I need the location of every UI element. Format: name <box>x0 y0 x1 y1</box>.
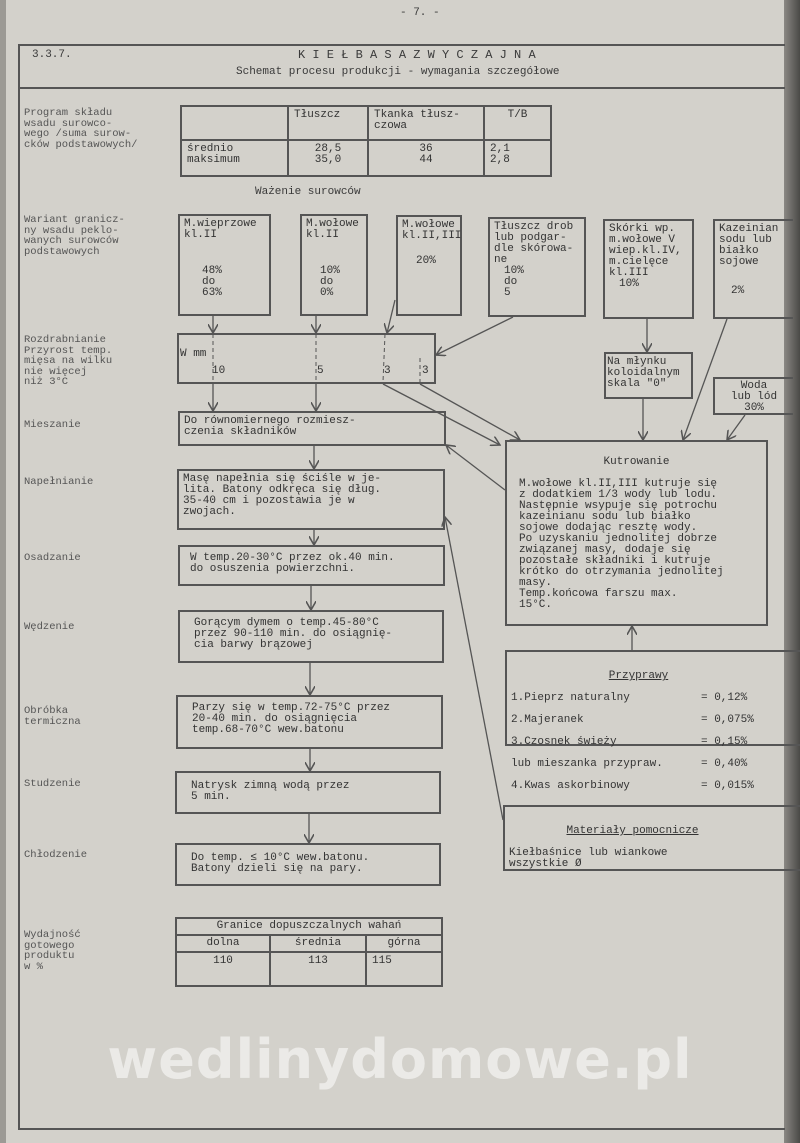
fat-value: 28,5 35,0 <box>288 140 368 176</box>
page-number: - 7. - <box>400 7 440 19</box>
arrow <box>436 317 513 355</box>
variant-label: Wariant granicz- ny wsadu peklo- wanych surowców podstawowych <box>24 214 125 258</box>
yield-column: dolna <box>176 935 270 952</box>
weighing-label: Ważenie surowców <box>255 186 361 198</box>
material-amount: 20% <box>416 255 436 267</box>
grinding-unit: W mm <box>180 348 207 360</box>
colloid-mill-box: Na młynku koloidalnym skala "0" <box>604 352 693 399</box>
step-label: Studzenie <box>24 778 81 790</box>
mixing-box: Do równomiernego rozmiesz- czenia składników <box>178 411 446 446</box>
spice-name: 4.Kwas askorbinowy <box>511 780 630 792</box>
header-cell: T/B <box>484 106 551 140</box>
step-label: Osadzanie <box>24 552 81 564</box>
step-label: Mieszanie <box>24 419 81 431</box>
spice-value: = 0,15% <box>701 736 748 748</box>
spice-name: 2.Majeranek <box>511 714 584 726</box>
header-cell: Tkanka tłusz- czowa <box>368 106 484 140</box>
spices-title: Przyprawy <box>608 670 669 682</box>
material-amount: 48% do 63% <box>202 265 222 299</box>
material-name: M.wieprzowe kl.II <box>184 218 257 241</box>
grinding-size: 3 <box>422 365 429 377</box>
grinding-label: Rozdrabnianie Przyrost temp. mięsa na wilku nie więcej niż 3°C <box>24 334 113 388</box>
material-name: M.wołowe kl.II,III <box>402 219 462 242</box>
spice-value: = 0,12% <box>701 692 748 704</box>
yield-header: Granice dopuszczalnych wahań <box>176 918 442 935</box>
water-box: Woda lub lód 30% <box>713 377 793 415</box>
step-label: Wędzenie <box>24 621 75 633</box>
step-label: Obróbka termiczna <box>24 705 81 728</box>
material-name: Tłuszcz drob lub podgar- dle skórowa- ne <box>494 221 574 266</box>
material-amount: 10% <box>619 278 639 290</box>
arrow <box>383 384 500 445</box>
row-name: średnio maksimum <box>181 140 288 176</box>
section-number: 3.3.7. <box>32 49 72 61</box>
material-name: M.wołowe kl.II <box>306 218 359 241</box>
arrow <box>420 384 520 440</box>
tissue-value: 36 44 <box>368 140 484 176</box>
spice-name: lub mieszanka przypraw. <box>511 758 663 770</box>
arrow <box>445 517 503 820</box>
yield-label: Wydajność gotowego produktu w % <box>24 929 81 973</box>
arrow <box>683 319 727 440</box>
cutting-title: Kutrowanie <box>603 456 670 468</box>
watermark: wedlinydomowe.pl <box>107 1028 693 1091</box>
spice-value: = 0,40% <box>701 758 748 770</box>
material-amount: 2% <box>731 285 745 297</box>
header-cell: Tłuszcz <box>288 106 368 140</box>
yield-column: górna <box>366 935 442 952</box>
page-subtitle: Schemat procesu produkcji - wymagania szczegółowe <box>236 66 560 78</box>
settling-box: W temp.20-30°C przez ok.40 min. do osuszenia powierzchni. <box>178 545 445 586</box>
cutting-text: M.wołowe kl.II,III kutruje się z dodatkiem 1/3 wody lub lodu. Następnie wsypuje się potrochu kazeinianu sodu lub białko sojowe dodając resztę wody. Po uzyskaniu jednolitej dobrze związanej masy, dodaje się pozostałe składniki i kutruje krótko do otrzymania jednolitej masy. Temp.końcowa farszu max. 15°C. <box>519 478 724 611</box>
chilling-box: Do temp. ≤ 10°C wew.batonu. Batony dzieli się na pary. <box>175 843 441 886</box>
auxiliary-text: Kiełbaśnice lub wiankowe wszystkie Ø <box>509 847 668 870</box>
tb-value: 2,1 2,8 <box>484 140 551 176</box>
yield-value: 115 <box>366 952 442 986</box>
arrow <box>727 415 745 440</box>
spice-name: 3.Czosnek świeży <box>511 736 617 748</box>
yield-value: 110 <box>176 952 270 986</box>
filling-box: Masę napełnia się ściśle w je- lita. Batony odkręca się dług. 35-40 cm i pozostawia je w zwojach. <box>177 469 445 530</box>
smoking-box: Gorącym dymem o temp.45-80°C przez 90-110 min. do osiągnię- cia barwy brązowej <box>178 610 444 663</box>
spice-value: = 0,015% <box>701 780 754 792</box>
material-amount: 10% do 5 <box>504 265 524 299</box>
arrow <box>446 445 505 490</box>
spice-name: 1.Pieprz naturalny <box>511 692 630 704</box>
material-name: Kazeinian sodu lub białko sojowe <box>719 223 779 268</box>
grinding-size: 10 <box>212 365 226 377</box>
material-amount: 10% do 0% <box>320 265 340 299</box>
arrow <box>387 300 395 333</box>
grinding-size: 3 <box>384 365 391 377</box>
material-name: Skórki wp. m.wołowe V wiep.kl.IV, m.cielęce kl.III <box>609 223 682 279</box>
cooling-shower-box: Natrysk zimną wodą przez 5 min. <box>175 771 441 814</box>
auxiliary-title: Materiały pomocnicze <box>566 825 699 837</box>
thermal-treatment-box: Parzy się w temp.72-75°C przez 20-40 min. do osiągnięcia temp.68-70°C wew.batonu <box>176 695 443 749</box>
composition-label: Program składu wsadu surowco- wego /suma surow- cków podstawowych/ <box>24 107 138 151</box>
step-label: Napełnianie <box>24 476 94 488</box>
spice-value: = 0,075% <box>701 714 754 726</box>
yield-column: średnia <box>270 935 366 952</box>
step-label: Chłodzenie <box>24 849 88 861</box>
yield-value: 113 <box>270 952 366 986</box>
grinding-size: 5 <box>317 365 324 377</box>
page-title: K I E Ł B A S A Z W Y C Z A J N A <box>298 48 536 62</box>
